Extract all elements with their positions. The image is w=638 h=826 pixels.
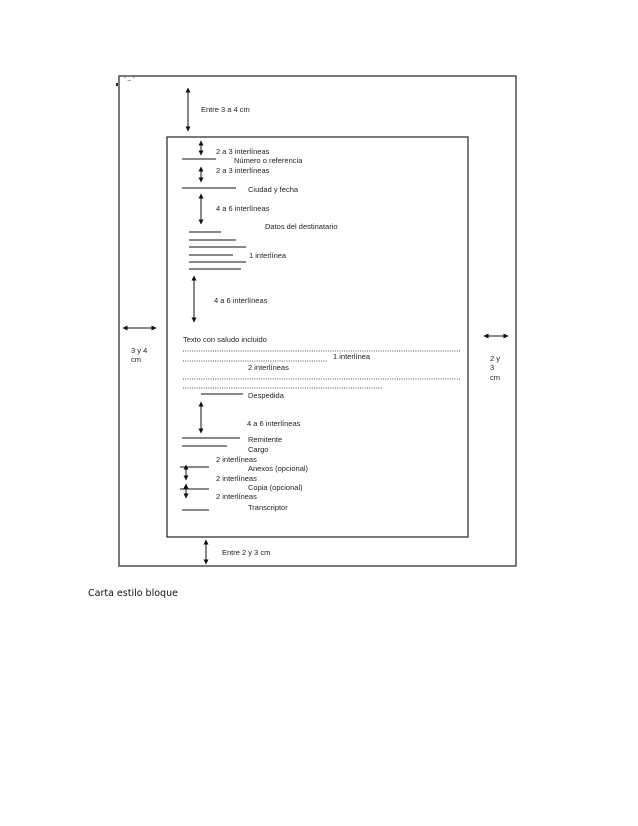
- closing-label: Despedida: [248, 391, 284, 400]
- bottom-margin-label: Entre 2 y 3 cm: [222, 548, 271, 557]
- body-double-label: 2 interlíneas: [248, 363, 289, 372]
- reference-label: Número o referencia: [234, 156, 303, 165]
- outer-page-frame: [119, 76, 516, 566]
- single-space-label: 1 interlínea: [249, 251, 287, 260]
- gap-8-label: 2 interlíneas: [216, 492, 257, 501]
- gap-2-label: 2 a 3 interlíneas: [216, 166, 270, 175]
- recipient-label: Datos del destinatario: [265, 222, 338, 231]
- left-margin-label-2: cm: [131, 355, 141, 364]
- gap-3-label: 4 a 6 interlíneas: [216, 204, 270, 213]
- copy-label: Copia (opcional): [248, 483, 303, 492]
- gap-6-label: 2 interlíneas: [216, 455, 257, 464]
- sender-label: Remitente: [248, 435, 283, 444]
- right-margin-label-3: cm: [490, 373, 500, 382]
- right-margin-label-2: 3: [490, 363, 495, 372]
- body-text-label: Texto con saludo incluido: [183, 335, 267, 344]
- top-margin-label: Entre 3 a 4 cm: [201, 105, 250, 114]
- corner-mark: [116, 83, 118, 86]
- transcriber-label: Transcriptor: [248, 503, 288, 512]
- body-single-label: 1 interlínea: [333, 352, 371, 361]
- figure-caption: Carta estilo bloque: [88, 588, 178, 599]
- top-scribble: - _ -: [124, 75, 135, 81]
- position-label: Cargo: [248, 445, 269, 454]
- gap-4-label: 4 a 6 interlíneas: [214, 296, 268, 305]
- gap-7-label: 2 interlíneas: [216, 474, 257, 483]
- gap-5-label: 4 a 6 interlíneas: [247, 419, 301, 428]
- city-date-label: Ciudad y fecha: [248, 185, 299, 194]
- gap-1-label: 2 a 3 interlíneas: [216, 147, 270, 156]
- attachments-label: Anexos (opcional): [248, 464, 309, 473]
- right-margin-label-1: 2 y: [490, 354, 501, 363]
- left-margin-label-1: 3 y 4: [131, 346, 148, 355]
